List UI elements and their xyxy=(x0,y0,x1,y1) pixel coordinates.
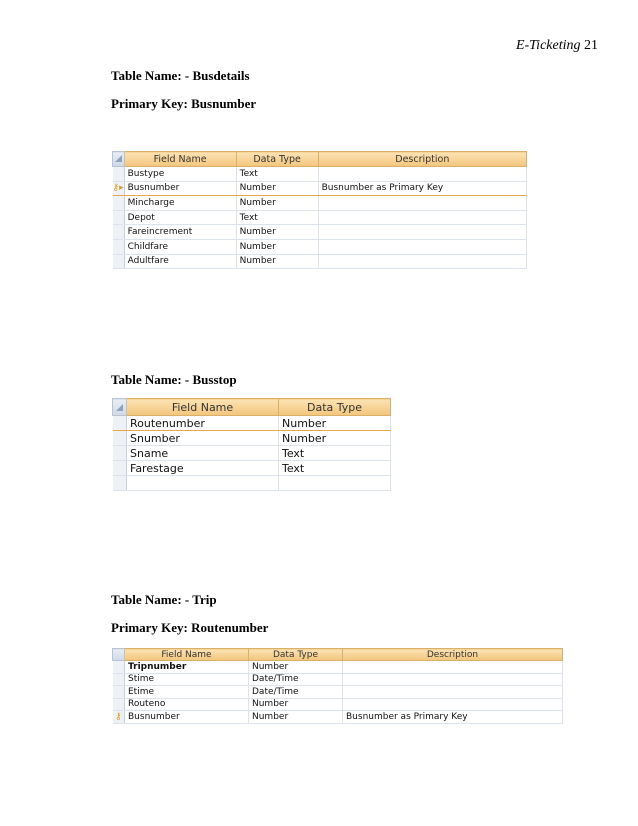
primary-key-busdetails: Primary Key: Busnumber xyxy=(111,96,257,111)
column-header-data-type[interactable]: Data Type xyxy=(236,152,318,167)
row-selector[interactable] xyxy=(113,673,125,686)
description-cell[interactable]: Busnumber as Primary Key xyxy=(318,181,526,196)
description-cell[interactable] xyxy=(318,254,526,269)
key-icon: ⚷▸ xyxy=(112,183,124,194)
data-type-cell[interactable]: Number xyxy=(236,225,318,240)
row-selector[interactable] xyxy=(113,167,125,182)
select-all-corner-icon xyxy=(115,155,122,162)
field-name-cell[interactable]: Busnumber xyxy=(124,181,236,196)
description-cell[interactable] xyxy=(343,698,563,711)
field-name-cell[interactable]: Routeno xyxy=(125,698,249,711)
description-cell[interactable] xyxy=(318,225,526,240)
column-header-description[interactable]: Description xyxy=(343,649,563,661)
row-selector[interactable] xyxy=(113,239,125,254)
data-type-cell[interactable]: Text xyxy=(236,167,318,182)
busstop-design-table xyxy=(112,398,391,491)
column-header-data-type[interactable]: Data Type xyxy=(279,399,391,416)
data-type-cell[interactable] xyxy=(279,476,391,491)
data-type-cell[interactable]: Text xyxy=(279,461,391,476)
document-title: E-Ticketing xyxy=(515,38,581,53)
header-row xyxy=(113,399,391,416)
field-name-cell[interactable]: Adultfare xyxy=(124,254,236,269)
table-row[interactable] xyxy=(113,239,527,254)
row-selector[interactable] xyxy=(113,196,125,211)
table-row[interactable] xyxy=(113,661,563,674)
table-row[interactable] xyxy=(113,225,527,240)
field-name-cell[interactable]: Depot xyxy=(124,210,236,225)
data-type-cell[interactable]: Number xyxy=(236,239,318,254)
page-number: 21 xyxy=(584,38,598,53)
primary-key-trip: Primary Key: Routenumber xyxy=(111,620,269,635)
table-row[interactable] xyxy=(113,254,527,269)
row-selector[interactable] xyxy=(113,711,125,724)
data-type-cell[interactable]: Number xyxy=(236,254,318,269)
row-selector[interactable] xyxy=(113,210,125,225)
field-name-cell[interactable]: Snumber xyxy=(127,431,279,446)
column-header-field-name[interactable]: Field Name xyxy=(127,399,279,416)
table-row[interactable] xyxy=(113,698,563,711)
table-row[interactable] xyxy=(113,210,527,225)
data-type-cell[interactable]: Date/Time xyxy=(249,673,343,686)
description-cell[interactable] xyxy=(343,661,563,674)
description-cell[interactable] xyxy=(318,196,526,211)
field-name-cell[interactable]: Farestage xyxy=(127,461,279,476)
header-row xyxy=(113,152,527,167)
field-name-cell[interactable]: Mincharge xyxy=(124,196,236,211)
data-type-cell[interactable]: Number xyxy=(249,661,343,674)
field-name-cell[interactable]: Routenumber xyxy=(127,416,279,431)
column-header-description[interactable]: Description xyxy=(318,152,526,167)
key-icon: ⚷ xyxy=(114,711,122,722)
header-row xyxy=(113,649,563,661)
column-header-field-name[interactable]: Field Name xyxy=(125,649,249,661)
select-all-corner[interactable] xyxy=(113,152,125,167)
field-name-cell[interactable]: Tripnumber xyxy=(125,661,249,674)
data-type-cell[interactable]: Date/Time xyxy=(249,686,343,699)
table-row[interactable] xyxy=(113,711,563,724)
field-name-cell[interactable]: Childfare xyxy=(124,239,236,254)
data-type-cell[interactable]: Number xyxy=(249,698,343,711)
table-row[interactable] xyxy=(113,461,391,476)
column-header-field-name[interactable]: Field Name xyxy=(124,152,236,167)
description-cell[interactable]: Busnumber as Primary Key xyxy=(343,711,563,724)
description-cell[interactable] xyxy=(318,239,526,254)
row-selector[interactable] xyxy=(113,461,127,476)
row-selector[interactable] xyxy=(113,416,127,431)
column-header-data-type[interactable]: Data Type xyxy=(249,649,343,661)
table-row[interactable] xyxy=(113,416,391,431)
description-cell[interactable] xyxy=(343,673,563,686)
row-selector[interactable] xyxy=(113,181,125,196)
field-name-cell[interactable] xyxy=(127,476,279,491)
description-cell[interactable] xyxy=(343,686,563,699)
row-selector[interactable] xyxy=(113,446,127,461)
row-selector[interactable] xyxy=(113,225,125,240)
data-type-cell[interactable]: Number xyxy=(249,711,343,724)
table-row[interactable] xyxy=(113,673,563,686)
row-selector[interactable] xyxy=(113,254,125,269)
field-name-cell[interactable]: Etime xyxy=(125,686,249,699)
data-type-cell[interactable]: Text xyxy=(236,210,318,225)
data-type-cell[interactable]: Text xyxy=(279,446,391,461)
select-all-corner[interactable] xyxy=(113,649,125,661)
description-cell[interactable] xyxy=(318,167,526,182)
data-type-cell[interactable]: Number xyxy=(236,181,318,196)
table-name-busstop: Table Name: - Busstop xyxy=(111,372,237,387)
description-cell[interactable] xyxy=(318,210,526,225)
busdetails-design-table xyxy=(112,151,527,269)
field-name-cell[interactable]: Bustype xyxy=(124,167,236,182)
trip-design-table xyxy=(112,648,563,724)
table-name-busdetails: Table Name: - Busdetails xyxy=(111,68,250,83)
data-type-cell[interactable]: Number xyxy=(236,196,318,211)
table-row[interactable] xyxy=(113,431,391,446)
field-name-cell[interactable]: Stime xyxy=(125,673,249,686)
table-row[interactable] xyxy=(113,476,391,491)
row-selector[interactable] xyxy=(113,661,125,674)
row-selector[interactable] xyxy=(113,698,125,711)
field-name-cell[interactable]: Sname xyxy=(127,446,279,461)
row-selector[interactable] xyxy=(113,431,127,446)
field-name-cell[interactable]: Busnumber xyxy=(125,711,249,724)
select-all-corner[interactable] xyxy=(113,399,127,416)
select-all-corner-icon xyxy=(116,404,123,411)
table-row[interactable] xyxy=(113,167,527,182)
table-row[interactable] xyxy=(113,686,563,699)
table-name-trip: Table Name: - Trip xyxy=(111,592,217,607)
data-type-cell[interactable]: Number xyxy=(279,431,391,446)
data-type-cell[interactable]: Number xyxy=(279,416,391,431)
row-selector[interactable] xyxy=(113,686,125,699)
table-row[interactable] xyxy=(113,446,391,461)
table-row[interactable] xyxy=(113,196,527,211)
row-selector[interactable] xyxy=(113,476,127,491)
table-row[interactable] xyxy=(113,181,527,196)
field-name-cell[interactable]: Fareincrement xyxy=(124,225,236,240)
page-header xyxy=(516,38,598,54)
